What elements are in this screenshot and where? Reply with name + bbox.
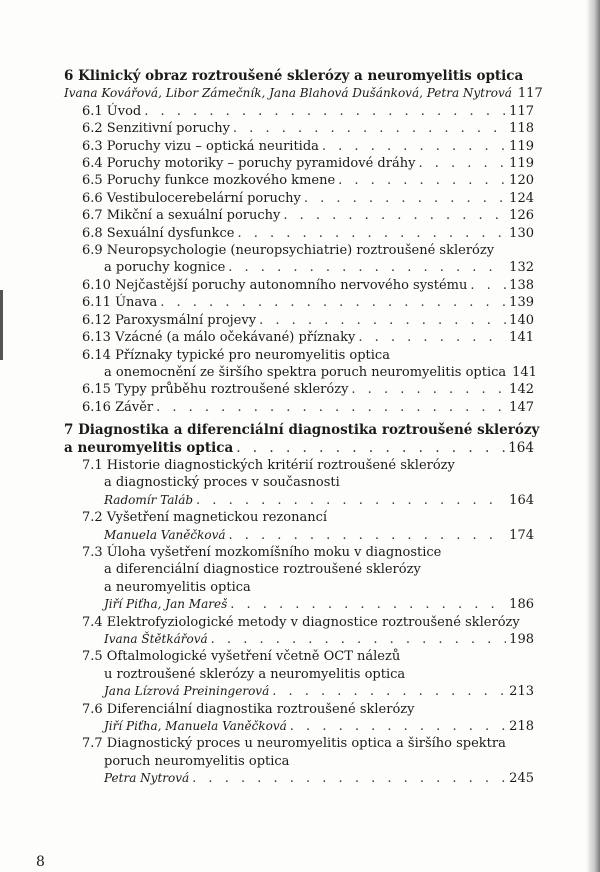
entry-title: 7.4 Elektrofyziologické metody v diagnostice roztroušené sklerózy [82, 614, 520, 630]
toc-entry-7-3-cont[interactable] [64, 561, 534, 578]
toc-entry-7-4[interactable] [64, 614, 534, 631]
toc-entry-6-14-cont[interactable] [64, 364, 537, 381]
leader-dots [358, 329, 506, 346]
chapter-7-title [64, 422, 540, 439]
entry-title: 7 Diagnostika a diferenciální diagnostika roztroušené sklerózy [64, 422, 540, 439]
page-ref: 140 [509, 312, 534, 328]
leader-dots [236, 440, 505, 457]
page-ref: 117 [517, 86, 543, 102]
toc-entry-7-3-cont2[interactable] [64, 579, 534, 596]
toc-entry-7-5[interactable] [64, 648, 534, 665]
leader-dots [233, 120, 506, 137]
page-ref: 124 [509, 190, 534, 206]
toc-entry-6-15[interactable] [64, 381, 534, 398]
table-of-contents [64, 68, 543, 788]
page-ref: 126 [509, 208, 534, 224]
toc-entry-7-6-author[interactable] [64, 718, 534, 735]
entry-title: a onemocnění ze širšího spektra poruch neuromyelitis optica [104, 364, 507, 380]
toc-entry-7-1[interactable] [64, 457, 534, 474]
toc-entry-6-4[interactable] [64, 155, 534, 172]
leader-dots [229, 527, 507, 544]
entry-title: 6.7 Mikční a sexuální poruchy [82, 208, 281, 224]
toc-entry-6-12[interactable] [64, 312, 534, 329]
leader-dots [196, 492, 506, 509]
page-ref: 120 [509, 173, 534, 189]
toc-entry-7-5-author[interactable] [64, 683, 534, 700]
toc-entry-7-3-author[interactable] [64, 596, 534, 613]
entry-title: 7.6 Diferenciální diagnostika roztroušené sklerózy [82, 701, 415, 717]
entry-title: 6.8 Sexuální dysfunkce [82, 225, 235, 241]
leader-dots [156, 399, 506, 416]
toc-entry-7-2-author[interactable] [64, 527, 534, 544]
leader-dots [144, 103, 506, 120]
entry-title: 6.12 Paroxysmální projevy [82, 312, 257, 328]
entry-title: a neuromyelitis optica [104, 579, 251, 595]
chapter-6-authors-row [64, 85, 543, 102]
toc-entry-6-6[interactable] [64, 190, 534, 207]
entry-title: 6.6 Vestibulocerebelární poruchy [82, 190, 301, 206]
leader-dots [283, 207, 506, 224]
page-ref: 164 [509, 492, 534, 508]
entry-author: Ivana Štětkářová [104, 632, 208, 646]
toc-entry-7-7-author[interactable] [64, 770, 534, 787]
leader-dots [338, 172, 506, 189]
entry-title: 6.15 Typy průběhu roztroušené sklerózy [82, 382, 349, 398]
toc-entry-6-9-cont[interactable] [64, 259, 534, 276]
chapter-7-title-cont [64, 440, 534, 457]
entry-title: a diferenciální diagnostice roztroušené sklerózy [104, 562, 421, 578]
page-ref: 218 [509, 719, 534, 735]
entry-title: 7.7 Diagnostický proces u neuromyelitis optica a širšího spektra [82, 736, 506, 752]
entry-title: 7.2 Vyšetření magnetickou rezonancí [82, 510, 328, 526]
entry-title: poruch neuromyelitis optica [104, 753, 290, 769]
chapter-6-title [64, 68, 534, 85]
toc-entry-6-3[interactable] [64, 138, 534, 155]
page-ref: 174 [509, 527, 534, 543]
page-ref: 138 [509, 277, 534, 293]
toc-entry-7-6[interactable] [64, 701, 534, 718]
leader-dots [192, 770, 506, 787]
entry-author: Petra Nytrová [104, 771, 190, 786]
entry-title: 6.14 Příznaky typické pro neuromyelitis optica [82, 347, 390, 363]
entry-title: 6.16 Závěr [82, 399, 154, 415]
toc-entry-7-3[interactable] [64, 544, 534, 561]
leader-dots [272, 683, 506, 700]
page-ref: 142 [509, 382, 534, 398]
toc-entry-6-13[interactable] [64, 329, 534, 346]
page-edge-shadow [586, 0, 600, 872]
entry-title: a poruchy kognice [104, 260, 226, 276]
leader-dots [230, 596, 506, 613]
page-ref: 130 [509, 225, 534, 241]
binding-mark [0, 290, 3, 360]
toc-entry-6-11[interactable] [64, 294, 534, 311]
entry-author: Manuela Vaněčková [104, 527, 226, 542]
page-ref: 141 [509, 330, 534, 346]
leader-dots [160, 294, 506, 311]
page-ref: 213 [509, 684, 534, 700]
page-ref: 245 [509, 771, 534, 787]
leader-dots [470, 277, 506, 294]
page-ref: 198 [509, 632, 534, 647]
toc-entry-6-8[interactable] [64, 225, 534, 242]
entry-title: 6.2 Senzitivní poruchy [82, 121, 230, 137]
toc-entry-6-7[interactable] [64, 207, 534, 224]
toc-entry-6-9[interactable] [64, 242, 534, 259]
leader-dots [322, 138, 506, 155]
leader-dots [237, 225, 506, 242]
toc-entry-6-1[interactable] [64, 103, 534, 120]
page-ref: 147 [509, 399, 534, 415]
entry-title: a neuromyelitis optica [64, 439, 234, 456]
toc-entry-7-5-cont[interactable] [64, 666, 534, 683]
leader-dots [259, 312, 506, 329]
page-ref: 117 [509, 103, 534, 119]
entry-title: 7.1 Historie diagnostických kritérií roztroušené sklerózy [82, 457, 455, 473]
entry-author: Jiří Piťha, Manuela Vaněčková [104, 719, 287, 734]
toc-entry-7-4-author[interactable] [64, 631, 534, 648]
entry-title: 6.10 Nejčastější poruchy autonomního nervového systému [82, 277, 468, 293]
entry-author: Jana Lízrová Preiningerová [104, 684, 270, 699]
entry-title: 6.13 Vzácné (a málo očekávané) příznaky [82, 330, 356, 346]
page-ref: 118 [509, 121, 534, 137]
entry-title: 6 Klinický obraz roztroušené sklerózy a neuromyelitis optica [64, 68, 524, 84]
leader-dots [304, 190, 506, 207]
toc-entry-7-7-cont[interactable] [64, 753, 534, 770]
entry-title: 6.11 Únava [82, 295, 158, 311]
leader-dots [211, 631, 507, 648]
entry-title: 6.4 Poruchy motoriky – poruchy pyramidové dráhy [82, 156, 416, 172]
chapter-6-authors: Ivana Kovářová, Libor Zámečník, Jana Blahová Dušánková, Petra Nytrová [64, 86, 512, 101]
page-ref: 139 [509, 295, 534, 311]
entry-title: 6.1 Úvod [82, 103, 142, 119]
leader-dots [351, 381, 506, 398]
toc-entry-7-2[interactable] [64, 509, 534, 526]
entry-title: a diagnostický proces v současnosti [104, 475, 340, 491]
entry-title: 6.5 Poruchy funkce mozkového kmene [82, 173, 336, 189]
entry-author: Jiří Piťha, Jan Mareš [104, 597, 228, 612]
entry-title: u roztroušené sklerózy a neuromyelitis optica [104, 666, 406, 682]
page-ref: 186 [509, 597, 534, 613]
entry-title: 6.9 Neuropsychologie (neuropsychiatrie) roztroušené sklerózy [82, 243, 495, 259]
toc-entry-6-5[interactable] [64, 172, 534, 189]
toc-entry-6-2[interactable] [64, 120, 534, 137]
page-ref: 119 [509, 156, 534, 172]
entry-title: 6.3 Poruchy vizu – optická neuritida [82, 138, 319, 154]
toc-entry-7-7[interactable] [64, 735, 534, 752]
leader-dots [418, 155, 506, 172]
entry-author: Radomír Taláb [104, 492, 194, 507]
page-ref: 132 [509, 260, 534, 276]
toc-entry-7-1-author[interactable] [64, 492, 534, 509]
toc-entry-6-14[interactable] [64, 347, 534, 364]
page-number: 8 [36, 854, 45, 870]
toc-entry-7-1-cont[interactable] [64, 474, 534, 491]
page-ref: 119 [509, 138, 534, 154]
toc-entry-6-16[interactable] [64, 399, 534, 416]
page-ref: 141 [512, 364, 537, 380]
toc-entry-6-10[interactable] [64, 277, 534, 294]
entry-title: 7.3 Úloha vyšetření mozkomíšního moku v diagnostice [82, 544, 442, 560]
page-ref: 164 [508, 439, 534, 456]
leader-dots [290, 718, 506, 735]
leader-dots [228, 259, 506, 276]
entry-title: 7.5 Oftalmologické vyšetření včetně OCT nálezů [82, 649, 401, 665]
